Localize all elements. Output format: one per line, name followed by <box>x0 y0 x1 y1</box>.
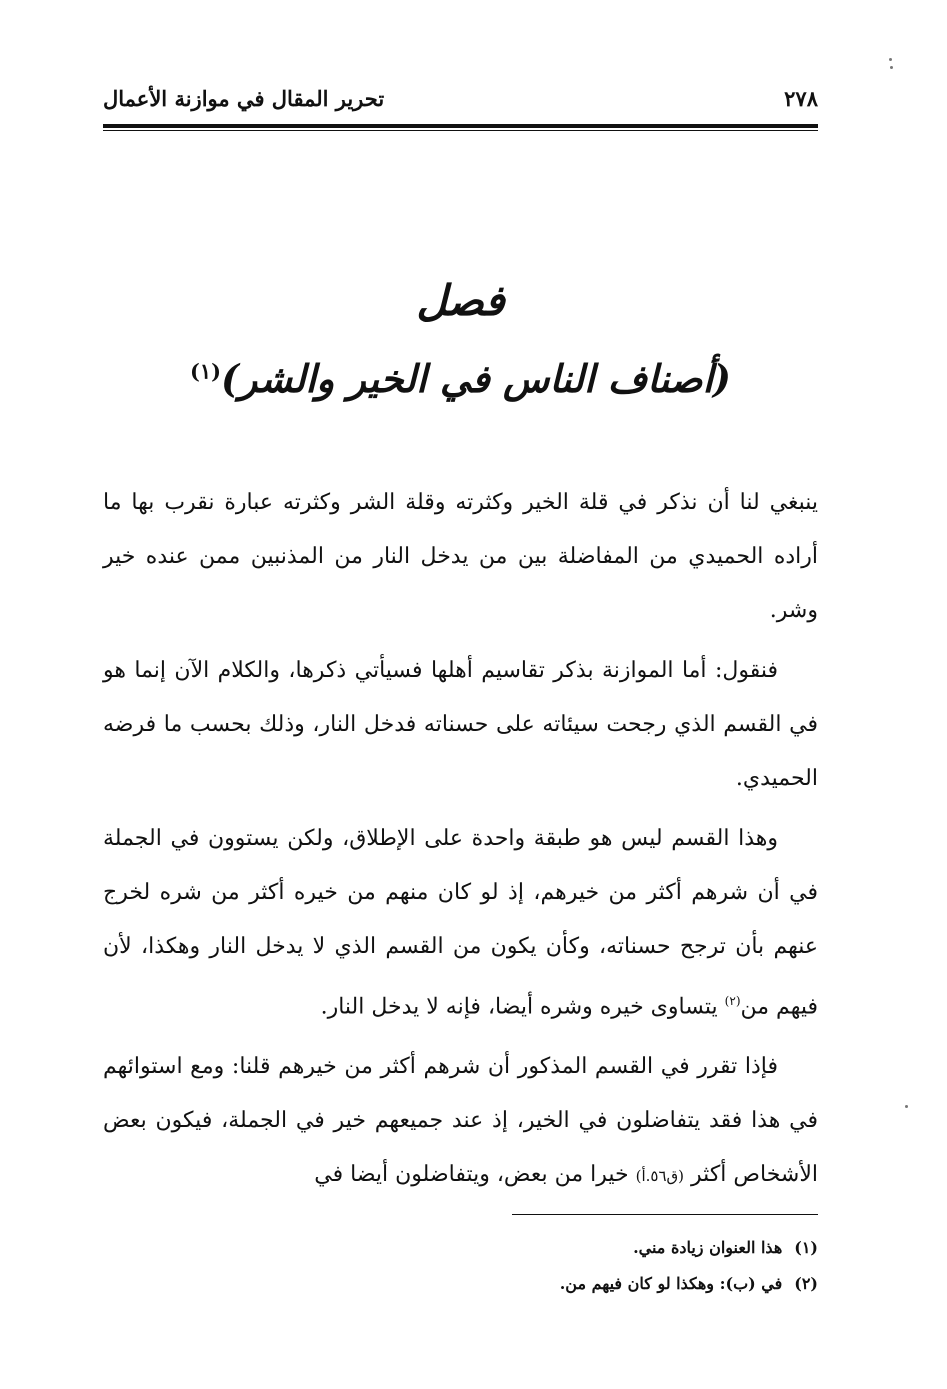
footnote-number: (١) <box>794 1238 818 1257</box>
paragraph-3-text-a: وهذا القسم ليس هو طبقة واحدة على الإطلاق، ولكن يستوون في الجملة في أن شرهم أكثر من خيرهم، إذ لو كان منهم من خيره أكثر من شره لخرج عنهم بأن ترجح حسناته، وكأن يكون من القسم الذي لا يدخل النار وهكذا، لأن فيهم من <box>103 826 818 1020</box>
chapter-subtitle-text: (أصناف الناس في الخير والشر) <box>221 356 731 401</box>
paragraph-3-text-b: يتساوى خيره وشره أيضا، فإنه لا يدخل النار. <box>320 994 725 1020</box>
paragraph-2: فنقول: أما الموازنة بذكر تقاسيم أهلها فسيأتي ذكرها، والكلام الآن إنما هو في القسم الذي رجحت سيئاته على حسناته فدخل النار، وذلك بحسب ما فرضه الحميدي. <box>103 658 818 791</box>
scan-speck <box>890 66 893 69</box>
footnote-1 <box>103 1230 818 1266</box>
paragraph-4-text-b: خيرا من بعض، ويتفاضلون أيضا في <box>314 1162 636 1188</box>
header-rule <box>103 124 818 128</box>
page-number: ٢٧٨ <box>784 86 818 111</box>
footnotes <box>103 1230 818 1302</box>
footnote-text: هذا العنوان زيادة مني. <box>633 1238 783 1257</box>
running-header <box>103 86 818 122</box>
paragraph-1: ينبغي لنا أن نذكر في قلة الخير وكثرته وقلة الشر وكثرته عبارة نقرب بها ما أراده الحميدي من المفاضلة بين من يدخل النار من المذنبين ممن عنده خير وشر. <box>103 490 818 623</box>
footnote-rule <box>512 1214 818 1215</box>
scan-speck <box>889 58 892 61</box>
chapter-heading: فصل <box>416 276 505 325</box>
chapter-subtitle <box>103 356 818 401</box>
footnote-number: (٢) <box>794 1274 818 1293</box>
paragraph-3 <box>103 812 818 1034</box>
footnote-2 <box>103 1266 818 1302</box>
header-rule-thin <box>103 130 818 131</box>
footnote-ref-1: (١) <box>189 358 221 384</box>
manuscript-ref: (ق٥٦.أ) <box>635 1167 685 1186</box>
paragraph-4 <box>103 1040 818 1203</box>
book-title: تحرير المقال في موازنة الأعمال <box>103 86 385 111</box>
paragraph-4-text-a: فإذا تقرر في القسم المذكور أن شرهم أكثر من خيرهم قلنا: ومع استوائهم في هذا فقد يتفاضلون في الخير، إذ عند جميعهم خير في الجملة، فيكون بعض الأشخاص أكثر <box>103 1054 819 1188</box>
footnote-text: في (ب): وهكذا لو كان فيهم من. <box>559 1274 783 1293</box>
scan-speck <box>905 1105 908 1108</box>
body-text <box>103 476 818 1209</box>
footnote-ref-2: (٢) <box>724 994 741 1008</box>
